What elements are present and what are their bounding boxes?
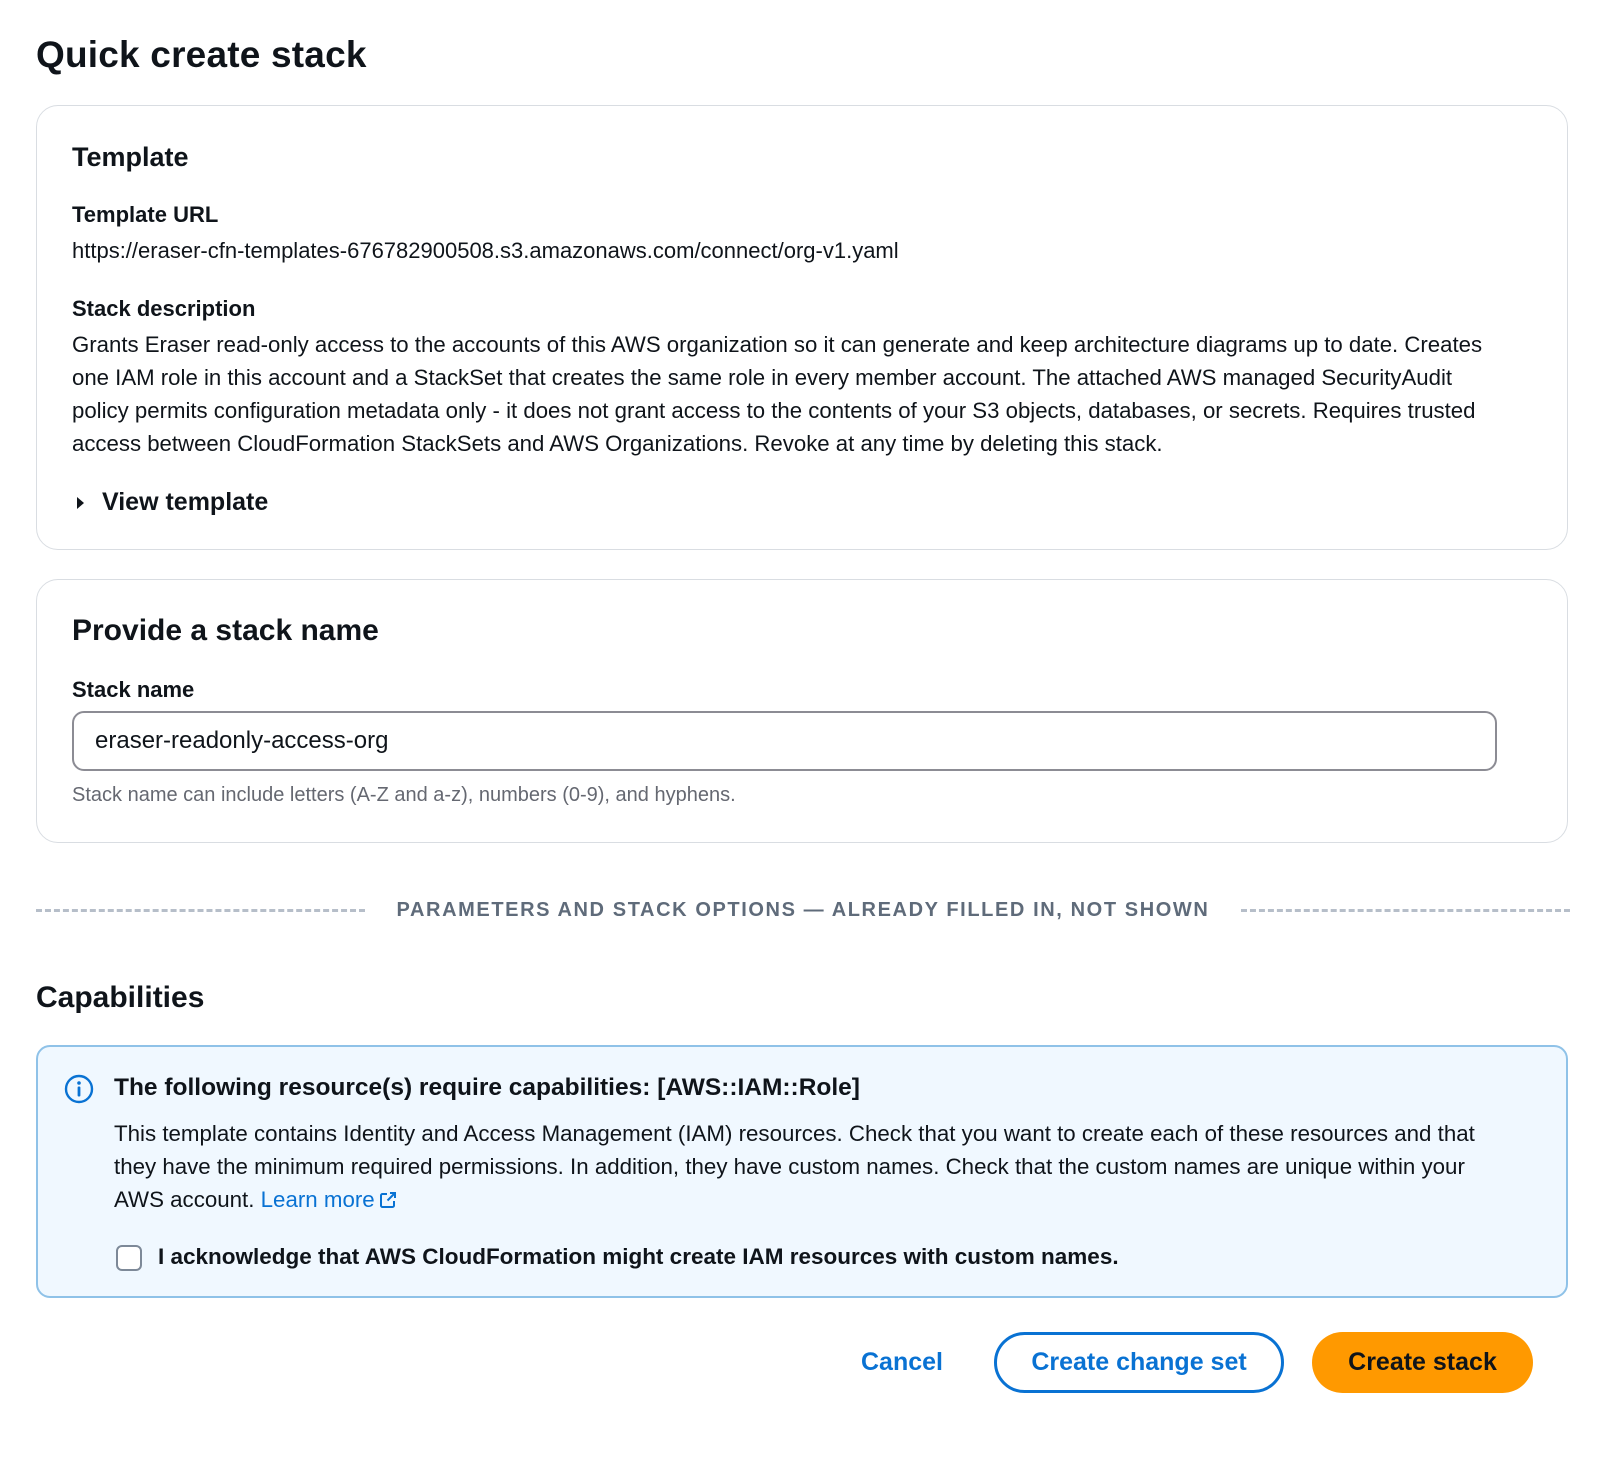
view-template-label: View template: [102, 488, 269, 516]
stack-name-card: [36, 579, 1568, 843]
capabilities-alert-title: The following resource(s) require capabilities: [AWS::IAM::Role]: [114, 1074, 860, 1101]
divider-dash-left: [36, 909, 365, 912]
caret-right-icon: [77, 497, 84, 509]
stack-description-label: Stack description: [72, 296, 256, 321]
collapsed-sections-divider: [36, 896, 1570, 924]
template-url-label: Template URL: [72, 202, 219, 227]
template-card: [36, 105, 1568, 550]
learn-more-link[interactable]: [261, 1187, 397, 1212]
template-url-value: https://eraser-cfn-templates-676782900508.s3.amazonaws.com/connect/org-v1.yaml: [72, 238, 899, 263]
capabilities-heading: Capabilities: [36, 981, 205, 1014]
cancel-button[interactable]: Cancel: [842, 1332, 962, 1393]
stack-name-heading: Provide a stack name: [72, 614, 379, 647]
template-heading: Template: [72, 142, 189, 172]
capabilities-alert-body: [114, 1117, 1484, 1216]
acknowledge-checkbox[interactable]: [116, 1245, 142, 1271]
info-icon: [64, 1074, 94, 1104]
capabilities-alert-body-text: This template contains Identity and Access Management (IAM) resources. Check that you want to create each of these resources and that they have the minimum required permissions. In addition, they have custom names. Check that the custom names are unique within your AWS account.: [114, 1121, 1475, 1212]
stack-description-value: Grants Eraser read-only access to the accounts of this AWS organization so it can generate and keep architecture diagrams up to date. Creates one IAM role in this account and a StackSet that creates the same role in every member account. The attached AWS managed SecurityAudit policy permits configuration metadata only - it does not grant access to the contents of your S3 objects, databases, or secrets. Requires trusted access between CloudFormation StackSets and AWS Organizations. Revoke at any time by deleting this stack.: [72, 332, 1483, 456]
acknowledge-label[interactable]: I acknowledge that AWS CloudFormation might create IAM resources with custom names.: [158, 1244, 1119, 1269]
divider-dash-right: [1241, 909, 1570, 912]
learn-more-label: Learn more: [260, 1187, 375, 1212]
stack-name-hint: Stack name can include letters (A-Z and a-z), numbers (0-9), and hyphens.: [72, 784, 736, 806]
stack-name-input[interactable]: [72, 711, 1497, 771]
page-title: Quick create stack: [36, 34, 367, 75]
stack-name-label: Stack name: [72, 677, 195, 702]
external-link-icon: [379, 1191, 397, 1209]
create-change-set-button[interactable]: Create change set: [994, 1332, 1284, 1393]
divider-text: PARAMETERS AND STACK OPTIONS — ALREADY FILLED IN, NOT SHOWN: [396, 898, 1210, 921]
view-template-expander[interactable]: [77, 488, 268, 517]
capabilities-alert: [36, 1045, 1568, 1298]
create-stack-button[interactable]: Create stack: [1312, 1332, 1533, 1393]
